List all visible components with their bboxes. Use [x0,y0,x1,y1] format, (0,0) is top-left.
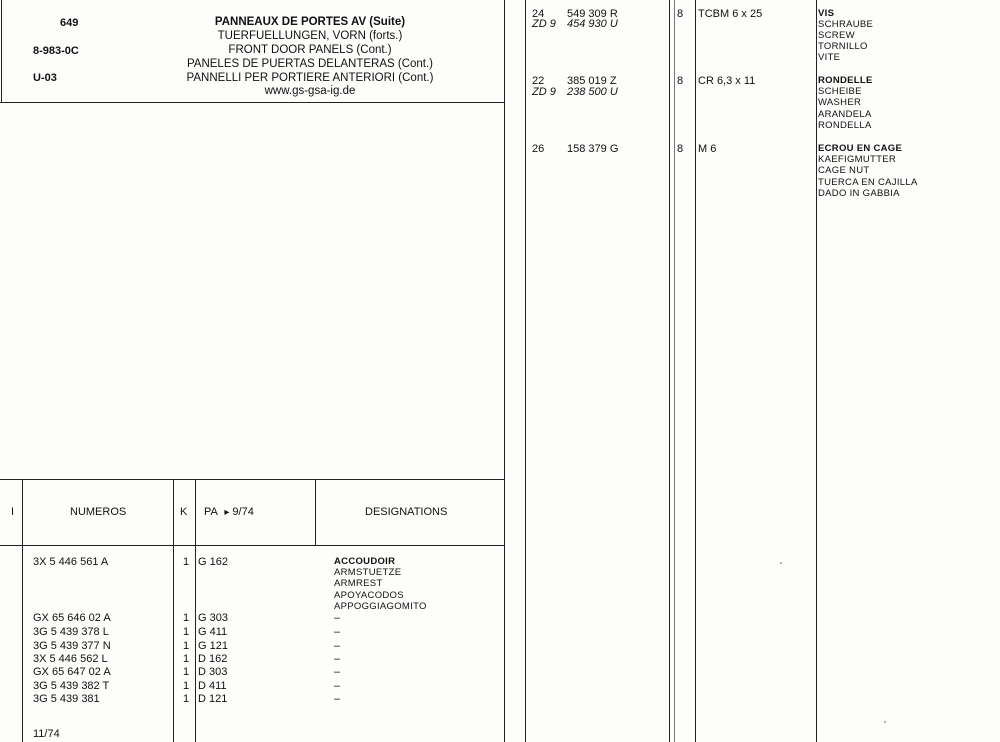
part-number: 549 309 R [567,8,618,20]
alt-prefix: ZD 9 [532,86,556,98]
right-col-divider-4 [695,0,696,742]
part-translation: RONDELLA [818,120,872,131]
part-pa: D 303 [198,666,228,678]
part-qty: 8 [677,8,684,20]
col-header-pa-date: 9/74 [232,506,254,518]
right-col-divider-3 [674,0,675,742]
part-number: 3G 5 439 381 [33,693,100,705]
title-en: FRONT DOOR PANELS (Cont.) [228,44,392,56]
part-designation: – [334,626,341,638]
part-pa: D 162 [198,653,228,665]
part-qty: 1 [183,693,190,705]
part-translation: VITE [818,52,841,63]
part-spec: M 6 [698,143,717,155]
part-number: 3X 5 446 561 A [33,556,109,568]
ref-number: 26 [532,143,545,155]
footer-date: 11/74 [33,728,60,740]
col-header-k: K [180,506,188,518]
col-header-designations: DESIGNATIONS [365,506,448,518]
part-number: 385 019 Z [567,75,617,87]
part-pa: G 411 [198,626,228,638]
part-translation: CAGE NUT [818,165,870,176]
part-translation: ARANDELA [818,109,872,120]
play-arrow-icon: ▸ [224,507,230,518]
part-pa: D 121 [198,693,228,705]
part-designation: – [334,612,341,624]
part-qty: 1 [183,666,190,678]
part-designation: – [334,680,341,692]
right-col-divider-5 [816,0,817,742]
left-page-left-border [1,0,2,102]
part-translation: DADO IN GABBIA [818,188,900,199]
title-de: TUERFUELLUNGEN, VORN (forts.) [217,30,403,42]
part-translation: ARMSTUETZE [334,567,402,578]
part-qty: 1 [183,626,190,638]
part-translation: APOYACODOS [334,590,404,601]
part-designation: VIS [818,8,835,19]
part-number: 3X 5 446 562 L [33,653,108,665]
part-qty: 1 [183,612,190,624]
part-number: GX 65 647 02 A [33,666,111,678]
part-translation: KAEFIGMUTTER [818,154,897,165]
table-col-divider-2 [173,479,174,742]
part-qty: 8 [677,75,684,87]
part-pa: D 411 [198,680,227,692]
part-number: 3G 5 439 382 T [33,680,110,692]
part-qty: 8 [677,143,684,155]
left-page-right-border [504,0,505,742]
right-col-divider-2 [669,0,670,742]
ref-number: 22 [532,75,545,87]
title-es: PANELES DE PUERTAS DELANTERAS (Cont.) [186,58,434,70]
part-qty: 1 [183,653,190,665]
part-number: 158 379 G [567,143,619,155]
part-spec: CR 6,3 x 11 [698,75,756,87]
col-header-pa-label: PA [204,506,218,518]
print-speck [884,721,886,723]
part-number: GX 65 646 02 A [33,612,111,624]
table-col-divider-1 [22,479,23,742]
header-bottom-rule [0,102,505,103]
part-translation: TUERCA EN CAJILLA [818,177,918,188]
part-qty: 1 [183,640,190,652]
col-header-numbers: NUMEROS [70,506,127,518]
part-designation: – [334,666,341,678]
part-translation: WASHER [818,97,862,108]
part-designation: – [334,640,341,652]
part-translation: TORNILLO [818,41,868,52]
part-number: 3G 5 439 377 N [33,640,111,652]
part-pa: G 303 [198,612,228,624]
part-pa: G 121 [198,640,228,652]
col-header-pa [204,506,254,519]
alt-number: 238 500 U [567,86,618,98]
part-designation: ACCOUDOIR [334,556,396,567]
part-designation: ECROU EN CAGE [818,143,903,154]
part-pa: G 162 [198,556,228,568]
right-col-divider-1 [525,0,526,742]
table-header-bottom-rule [0,545,505,546]
alt-number: 454 930 U [567,18,618,30]
part-designation: – [334,693,341,705]
alt-prefix: ZD 9 [532,18,556,30]
part-translation: APPOGGIAGOMITO [334,601,427,612]
part-spec: TCBM 6 x 25 [698,8,763,20]
print-speck [780,562,782,564]
title-it: PANNELLI PER PORTIERE ANTERIORI (Cont.) [186,72,434,84]
part-translation: SCHEIBE [818,86,862,97]
ref-number: 24 [532,8,545,20]
part-translation: ARMREST [334,578,383,589]
group-code: U-03 [33,72,57,84]
part-number: 3G 5 439 378 L [33,626,109,638]
col-header-index: I [11,506,15,518]
website-url: www.gs-gsa-ig.de [264,85,356,97]
part-qty: 1 [183,680,190,692]
table-col-divider-3 [195,479,196,742]
part-translation: SCHRAUBE [818,19,874,30]
table-col-divider-4 [315,479,316,545]
catalog-code: 8-983-0C [33,45,79,57]
table-header-top-rule [0,479,505,480]
part-designation: RONDELLE [818,75,873,86]
part-qty: 1 [183,556,190,568]
part-translation: SCREW [818,30,855,41]
title-fr: PANNEAUX DE PORTES AV (Suite) [214,16,406,28]
page-number: 649 [60,17,79,29]
part-designation: – [334,653,341,665]
